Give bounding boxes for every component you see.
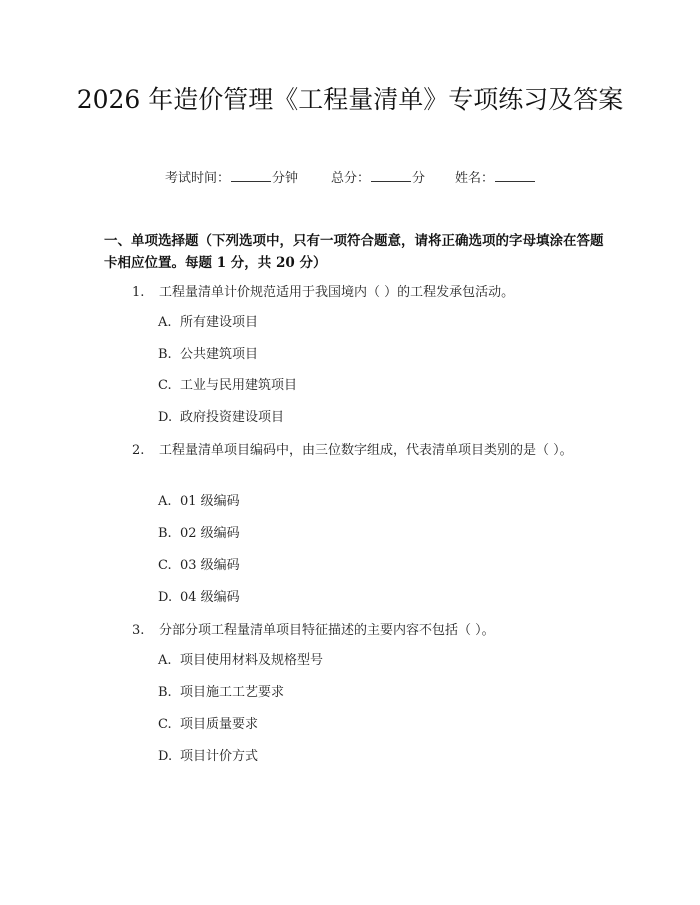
option-2d[interactable] (158, 588, 240, 608)
student-name-label: 姓名： (455, 171, 495, 186)
question-number: 2. (132, 443, 145, 458)
option-letter: B. (158, 685, 172, 700)
option-text: 所有建设项目 (180, 315, 259, 330)
option-3d[interactable] (158, 747, 258, 767)
question-text: 工程量清单项目编码中，由三位数字组成，代表清单项目类别的是（ ）。 (159, 443, 573, 458)
exam-time-field (165, 167, 298, 186)
option-2a[interactable] (158, 492, 240, 512)
option-text: 项目质量要求 (180, 717, 259, 732)
option-text: 项目计价方式 (180, 749, 259, 764)
question-3 (104, 620, 604, 642)
option-letter: D. (158, 749, 173, 764)
option-letter: A. (158, 315, 172, 330)
option-text: 项目施工工艺要求 (180, 685, 285, 700)
total-score-blank (371, 169, 411, 182)
option-text: 政府投资建设项目 (180, 410, 285, 425)
question-1 (104, 282, 604, 304)
option-3b[interactable] (158, 683, 284, 703)
option-letter: D. (158, 590, 173, 605)
option-letter: A. (158, 494, 172, 509)
option-1c[interactable] (158, 376, 297, 396)
section-heading: 一、单项选择题（下列选项中，只有一项符合题意，请将正确选项的字母填涂在答题卡相应位置。每题 1 分，共 20 分） (104, 233, 604, 271)
question-text: 分部分项工程量清单项目特征描述的主要内容不包括（ ）。 (159, 623, 495, 638)
option-text: 工业与民用建筑项目 (180, 378, 298, 393)
option-text: 04 级编码 (180, 590, 240, 605)
page-title: 2026 年造价管理《工程量清单》专项练习及答案 (76, 85, 624, 114)
total-score-unit: 分 (412, 171, 426, 186)
exam-info-line (0, 167, 700, 187)
option-1d[interactable] (158, 408, 284, 428)
option-2c[interactable] (158, 556, 240, 576)
option-1b[interactable] (158, 345, 258, 365)
option-2b[interactable] (158, 524, 240, 544)
option-3c[interactable] (158, 715, 258, 735)
option-letter: C. (158, 378, 172, 393)
exam-time-unit: 分钟 (272, 171, 299, 186)
option-1a[interactable] (158, 313, 258, 333)
option-letter: C. (158, 717, 172, 732)
question-number: 3. (132, 623, 145, 638)
option-text: 项目使用材料及规格型号 (180, 653, 324, 668)
option-3a[interactable] (158, 651, 323, 671)
student-name-field (455, 167, 536, 186)
exam-time-label: 考试时间： (165, 171, 231, 186)
question-2 (104, 440, 604, 462)
option-text: 公共建筑项目 (180, 347, 259, 362)
total-score-field (331, 167, 425, 186)
option-letter: B. (158, 526, 172, 541)
option-letter: D. (158, 410, 173, 425)
total-score-label: 总分： (331, 171, 371, 186)
option-text: 03 级编码 (180, 558, 240, 573)
option-letter: C. (158, 558, 172, 573)
question-text: 工程量清单计价规范适用于我国境内（ ）的工程发承包活动。 (159, 285, 515, 300)
option-text: 02 级编码 (180, 526, 240, 541)
option-letter: A. (158, 653, 172, 668)
student-name-blank (495, 169, 535, 182)
exam-time-blank (231, 169, 271, 182)
option-text: 01 级编码 (180, 494, 240, 509)
question-number: 1. (132, 285, 145, 300)
option-letter: B. (158, 347, 172, 362)
